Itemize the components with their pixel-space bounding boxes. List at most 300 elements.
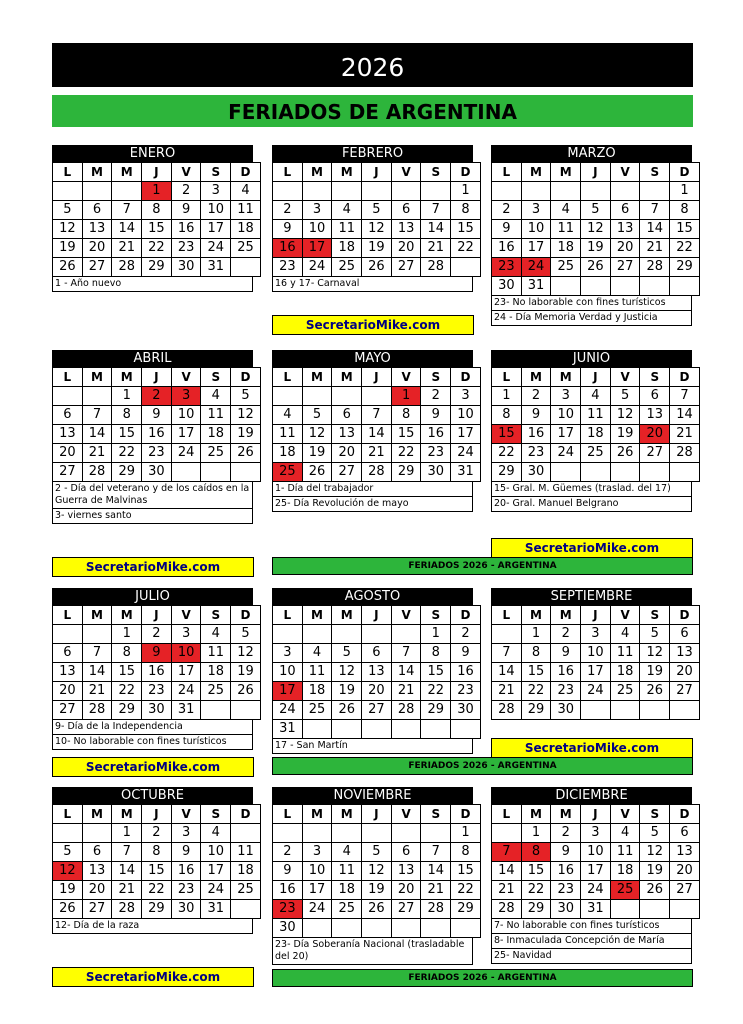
day-cell: 30 bbox=[551, 900, 581, 919]
day-cell: 11 bbox=[610, 644, 640, 663]
day-cell: 26 bbox=[581, 258, 611, 277]
day-cell: 6 bbox=[670, 824, 700, 843]
week-row bbox=[273, 258, 481, 277]
day-cell: 20 bbox=[670, 663, 700, 682]
empty-cell bbox=[551, 182, 581, 201]
day-cell: 30 bbox=[451, 701, 481, 720]
day-cell: 26 bbox=[362, 258, 392, 277]
day-cell: 7 bbox=[82, 406, 112, 425]
weekday-header: S bbox=[640, 163, 670, 182]
empty-cell bbox=[581, 463, 611, 482]
day-cell: 25 bbox=[231, 239, 261, 258]
day-cell: 6 bbox=[53, 644, 83, 663]
day-cell: 30 bbox=[492, 277, 522, 296]
month-grid bbox=[491, 804, 700, 919]
month-junio bbox=[491, 350, 692, 512]
day-cell: 15 bbox=[521, 862, 551, 881]
day-cell: 10 bbox=[302, 862, 332, 881]
week-row bbox=[492, 463, 700, 482]
month-name: MARZO bbox=[491, 145, 692, 162]
month-grid bbox=[491, 367, 700, 482]
day-cell: 18 bbox=[231, 862, 261, 881]
day-cell: 5 bbox=[581, 201, 611, 220]
empty-cell bbox=[521, 182, 551, 201]
empty-cell bbox=[273, 182, 303, 201]
week-row bbox=[492, 881, 700, 900]
day-cell: 3 bbox=[581, 824, 611, 843]
empty-cell bbox=[201, 463, 231, 482]
day-cell: 24 bbox=[273, 701, 303, 720]
day-cell: 2 bbox=[551, 625, 581, 644]
day-cell: 5 bbox=[610, 387, 640, 406]
empty-cell bbox=[421, 824, 451, 843]
weekday-header: L bbox=[53, 163, 83, 182]
day-cell: 30 bbox=[551, 701, 581, 720]
day-cell: 7 bbox=[391, 644, 421, 663]
weekday-header: M bbox=[302, 163, 332, 182]
day-cell: 14 bbox=[82, 425, 112, 444]
watermark-box: SecretarioMike.com bbox=[272, 315, 474, 335]
weekday-header: M bbox=[112, 368, 142, 387]
day-cell: 24 bbox=[581, 682, 611, 701]
week-row bbox=[492, 258, 700, 277]
day-cell: 25 bbox=[332, 900, 362, 919]
day-cell: 19 bbox=[640, 862, 670, 881]
holiday-note: 8- Inmaculada Concepción de María bbox=[492, 934, 691, 949]
week-row bbox=[273, 900, 481, 919]
day-cell: 29 bbox=[451, 900, 481, 919]
weekday-header: L bbox=[53, 606, 83, 625]
empty-cell bbox=[421, 919, 451, 938]
holiday-notes bbox=[272, 277, 473, 292]
day-cell: 2 bbox=[551, 824, 581, 843]
holiday-note: 2 - Día del veterano y de los caídos en la Guerra de Malvinas bbox=[53, 482, 252, 509]
day-cell: 28 bbox=[391, 701, 421, 720]
empty-cell bbox=[231, 900, 261, 919]
empty-cell bbox=[332, 387, 362, 406]
day-cell: 15 bbox=[521, 663, 551, 682]
empty-cell bbox=[112, 182, 142, 201]
day-cell: 19 bbox=[302, 444, 332, 463]
day-cell: 6 bbox=[82, 201, 112, 220]
holiday-day-cell: 8 bbox=[521, 843, 551, 862]
day-cell: 15 bbox=[391, 425, 421, 444]
day-cell: 16 bbox=[142, 663, 172, 682]
day-cell: 21 bbox=[82, 682, 112, 701]
holiday-day-cell: 3 bbox=[171, 387, 201, 406]
day-cell: 12 bbox=[640, 843, 670, 862]
day-cell: 7 bbox=[640, 201, 670, 220]
empty-cell bbox=[273, 824, 303, 843]
day-cell: 23 bbox=[551, 881, 581, 900]
day-cell: 10 bbox=[302, 220, 332, 239]
weekday-header: V bbox=[391, 368, 421, 387]
weekday-header: J bbox=[362, 368, 392, 387]
day-cell: 17 bbox=[521, 239, 551, 258]
weekday-header: S bbox=[421, 368, 451, 387]
day-cell: 17 bbox=[201, 862, 231, 881]
weekday-header: L bbox=[492, 805, 522, 824]
week-row bbox=[492, 862, 700, 881]
week-row bbox=[492, 701, 700, 720]
holiday-note: 23- No laborable con fines turísticos bbox=[492, 296, 691, 311]
day-cell: 13 bbox=[82, 862, 112, 881]
day-cell: 19 bbox=[362, 881, 392, 900]
week-row bbox=[492, 843, 700, 862]
weekday-header: M bbox=[82, 805, 112, 824]
holiday-day-cell: 2 bbox=[142, 387, 172, 406]
day-cell: 21 bbox=[112, 881, 142, 900]
weekday-header: L bbox=[273, 368, 303, 387]
day-cell: 2 bbox=[171, 182, 201, 201]
week-row bbox=[273, 720, 481, 739]
week-row bbox=[273, 701, 481, 720]
empty-cell bbox=[362, 720, 392, 739]
month-grid bbox=[52, 804, 261, 919]
day-cell: 18 bbox=[332, 239, 362, 258]
week-row bbox=[53, 701, 261, 720]
day-cell: 21 bbox=[391, 682, 421, 701]
day-cell: 29 bbox=[492, 463, 522, 482]
month-name: NOVIEMBRE bbox=[272, 787, 473, 804]
weekday-header: M bbox=[82, 368, 112, 387]
day-cell: 8 bbox=[391, 406, 421, 425]
empty-cell bbox=[451, 258, 481, 277]
week-row bbox=[53, 625, 261, 644]
day-cell: 30 bbox=[171, 258, 201, 277]
day-cell: 1 bbox=[521, 625, 551, 644]
day-cell: 9 bbox=[551, 843, 581, 862]
holiday-note: 10- No laborable con fines turísticos bbox=[53, 735, 252, 750]
week-row bbox=[273, 406, 481, 425]
day-cell: 23 bbox=[171, 239, 201, 258]
empty-cell bbox=[231, 824, 261, 843]
watermark-box: SecretarioMike.com bbox=[491, 538, 693, 558]
day-cell: 27 bbox=[670, 682, 700, 701]
weekday-header: M bbox=[521, 163, 551, 182]
day-cell: 27 bbox=[391, 258, 421, 277]
holiday-day-cell: 1 bbox=[391, 387, 421, 406]
empty-cell bbox=[610, 277, 640, 296]
day-cell: 21 bbox=[670, 425, 700, 444]
day-cell: 13 bbox=[53, 663, 83, 682]
day-cell: 15 bbox=[142, 220, 172, 239]
empty-cell bbox=[332, 720, 362, 739]
month-grid bbox=[272, 605, 481, 739]
day-cell: 24 bbox=[171, 682, 201, 701]
weekday-header: M bbox=[302, 368, 332, 387]
day-cell: 4 bbox=[332, 201, 362, 220]
week-row bbox=[53, 663, 261, 682]
day-cell: 29 bbox=[391, 463, 421, 482]
day-cell: 26 bbox=[231, 444, 261, 463]
week-row bbox=[273, 425, 481, 444]
day-cell: 27 bbox=[391, 900, 421, 919]
day-cell: 8 bbox=[451, 843, 481, 862]
day-cell: 11 bbox=[302, 663, 332, 682]
day-cell: 13 bbox=[391, 220, 421, 239]
holiday-notes bbox=[491, 482, 692, 512]
day-cell: 28 bbox=[82, 701, 112, 720]
month-name: ABRIL bbox=[52, 350, 253, 367]
day-cell: 26 bbox=[53, 258, 83, 277]
day-cell: 29 bbox=[112, 463, 142, 482]
day-cell: 27 bbox=[53, 463, 83, 482]
day-cell: 19 bbox=[362, 239, 392, 258]
day-cell: 2 bbox=[451, 625, 481, 644]
empty-cell bbox=[171, 463, 201, 482]
empty-cell bbox=[82, 387, 112, 406]
day-cell: 3 bbox=[273, 644, 303, 663]
day-cell: 25 bbox=[231, 881, 261, 900]
weekday-header: J bbox=[581, 163, 611, 182]
day-cell: 6 bbox=[640, 387, 670, 406]
footer-banner: FERIADOS 2026 - ARGENTINA bbox=[272, 969, 693, 987]
day-cell: 8 bbox=[521, 644, 551, 663]
weekday-header: M bbox=[521, 368, 551, 387]
holiday-note: 9- Día de la Independencia bbox=[53, 720, 252, 735]
empty-cell bbox=[421, 720, 451, 739]
day-cell: 26 bbox=[302, 463, 332, 482]
day-cell: 20 bbox=[82, 239, 112, 258]
month-julio bbox=[52, 588, 253, 750]
day-cell: 12 bbox=[231, 406, 261, 425]
day-cell: 12 bbox=[53, 220, 83, 239]
holiday-day-cell: 25 bbox=[273, 463, 303, 482]
empty-cell bbox=[610, 701, 640, 720]
day-cell: 11 bbox=[231, 201, 261, 220]
week-row bbox=[53, 239, 261, 258]
footer-banner: FERIADOS 2026 - ARGENTINA bbox=[272, 557, 693, 575]
weekday-header: S bbox=[201, 368, 231, 387]
day-cell: 4 bbox=[332, 843, 362, 862]
week-row bbox=[53, 406, 261, 425]
week-row bbox=[273, 239, 481, 258]
weekday-header: D bbox=[670, 163, 700, 182]
holiday-note: 23- Día Soberanía Nacional (trasladable del 20) bbox=[273, 938, 472, 965]
day-cell: 28 bbox=[640, 258, 670, 277]
day-cell: 1 bbox=[421, 625, 451, 644]
weekday-header: D bbox=[231, 163, 261, 182]
empty-cell bbox=[391, 919, 421, 938]
day-cell: 14 bbox=[670, 406, 700, 425]
month-grid bbox=[52, 367, 261, 482]
day-cell: 20 bbox=[610, 239, 640, 258]
day-cell: 1 bbox=[451, 824, 481, 843]
day-cell: 7 bbox=[421, 843, 451, 862]
day-cell: 7 bbox=[492, 644, 522, 663]
day-cell: 2 bbox=[521, 387, 551, 406]
weekday-header: S bbox=[201, 805, 231, 824]
day-cell: 20 bbox=[391, 881, 421, 900]
day-cell: 16 bbox=[451, 663, 481, 682]
day-cell: 14 bbox=[421, 862, 451, 881]
day-cell: 29 bbox=[670, 258, 700, 277]
weekday-header: J bbox=[581, 606, 611, 625]
holiday-note: 24 - Día Memoria Verdad y Justicia bbox=[492, 311, 691, 326]
day-cell: 22 bbox=[142, 881, 172, 900]
holiday-note: 1 - Año nuevo bbox=[53, 277, 252, 292]
day-cell: 8 bbox=[451, 201, 481, 220]
day-cell: 24 bbox=[171, 444, 201, 463]
week-row bbox=[273, 862, 481, 881]
week-row bbox=[492, 387, 700, 406]
day-cell: 6 bbox=[82, 843, 112, 862]
empty-cell bbox=[640, 701, 670, 720]
day-cell: 25 bbox=[332, 258, 362, 277]
empty-cell bbox=[610, 463, 640, 482]
week-row bbox=[273, 824, 481, 843]
week-row bbox=[53, 387, 261, 406]
holiday-day-cell: 23 bbox=[273, 900, 303, 919]
holiday-day-cell: 20 bbox=[640, 425, 670, 444]
day-cell: 17 bbox=[581, 663, 611, 682]
empty-cell bbox=[82, 824, 112, 843]
watermark-box: SecretarioMike.com bbox=[52, 757, 254, 777]
weekday-header: M bbox=[551, 163, 581, 182]
day-cell: 13 bbox=[670, 644, 700, 663]
month-enero bbox=[52, 145, 253, 292]
weekday-header: J bbox=[142, 368, 172, 387]
day-cell: 28 bbox=[112, 258, 142, 277]
day-cell: 13 bbox=[53, 425, 83, 444]
month-marzo bbox=[491, 145, 692, 326]
day-cell: 4 bbox=[201, 625, 231, 644]
day-cell: 9 bbox=[421, 406, 451, 425]
day-cell: 30 bbox=[171, 900, 201, 919]
day-cell: 23 bbox=[273, 258, 303, 277]
week-row bbox=[273, 463, 481, 482]
empty-cell bbox=[492, 182, 522, 201]
day-cell: 14 bbox=[640, 220, 670, 239]
day-cell: 7 bbox=[112, 201, 142, 220]
empty-cell bbox=[581, 182, 611, 201]
empty-cell bbox=[362, 824, 392, 843]
day-cell: 10 bbox=[521, 220, 551, 239]
day-cell: 7 bbox=[362, 406, 392, 425]
day-cell: 26 bbox=[53, 900, 83, 919]
weekday-header: M bbox=[112, 805, 142, 824]
day-cell: 11 bbox=[201, 406, 231, 425]
weekday-header: J bbox=[142, 163, 172, 182]
empty-cell bbox=[231, 701, 261, 720]
day-cell: 15 bbox=[451, 862, 481, 881]
day-cell: 27 bbox=[670, 881, 700, 900]
day-cell: 23 bbox=[551, 682, 581, 701]
empty-cell bbox=[421, 182, 451, 201]
weekday-header: S bbox=[421, 163, 451, 182]
day-cell: 4 bbox=[551, 201, 581, 220]
day-cell: 14 bbox=[421, 220, 451, 239]
day-cell: 31 bbox=[521, 277, 551, 296]
day-cell: 26 bbox=[640, 881, 670, 900]
day-cell: 3 bbox=[451, 387, 481, 406]
weekday-header: L bbox=[492, 606, 522, 625]
day-cell: 17 bbox=[302, 881, 332, 900]
weekday-header: M bbox=[521, 805, 551, 824]
day-cell: 14 bbox=[82, 663, 112, 682]
day-cell: 30 bbox=[142, 701, 172, 720]
empty-cell bbox=[332, 625, 362, 644]
day-cell: 22 bbox=[451, 881, 481, 900]
day-cell: 11 bbox=[231, 843, 261, 862]
page-subtitle: FERIADOS DE ARGENTINA bbox=[52, 95, 693, 127]
day-cell: 20 bbox=[332, 444, 362, 463]
day-cell: 10 bbox=[201, 843, 231, 862]
day-cell: 6 bbox=[391, 201, 421, 220]
day-cell: 28 bbox=[421, 258, 451, 277]
empty-cell bbox=[492, 824, 522, 843]
holiday-note: 25- Día Revolución de mayo bbox=[273, 497, 472, 512]
day-cell: 23 bbox=[142, 682, 172, 701]
day-cell: 17 bbox=[451, 425, 481, 444]
weekday-header: M bbox=[82, 606, 112, 625]
empty-cell bbox=[391, 625, 421, 644]
weekday-header: M bbox=[551, 368, 581, 387]
holiday-day-cell: 24 bbox=[521, 258, 551, 277]
empty-cell bbox=[273, 625, 303, 644]
day-cell: 12 bbox=[362, 220, 392, 239]
empty-cell bbox=[273, 387, 303, 406]
week-row bbox=[53, 900, 261, 919]
day-cell: 25 bbox=[302, 701, 332, 720]
day-cell: 13 bbox=[332, 425, 362, 444]
day-cell: 2 bbox=[492, 201, 522, 220]
day-cell: 2 bbox=[273, 843, 303, 862]
day-cell: 7 bbox=[421, 201, 451, 220]
weekday-header: S bbox=[201, 606, 231, 625]
empty-cell bbox=[551, 463, 581, 482]
week-row bbox=[492, 824, 700, 843]
week-row bbox=[273, 444, 481, 463]
year-title: 2026 bbox=[52, 43, 693, 87]
week-row bbox=[492, 277, 700, 296]
weekday-header: J bbox=[362, 805, 392, 824]
day-cell: 30 bbox=[421, 463, 451, 482]
week-row bbox=[273, 663, 481, 682]
day-cell: 5 bbox=[362, 201, 392, 220]
empty-cell bbox=[451, 919, 481, 938]
empty-cell bbox=[551, 277, 581, 296]
month-agosto bbox=[272, 588, 473, 754]
day-cell: 27 bbox=[332, 463, 362, 482]
day-cell: 21 bbox=[640, 239, 670, 258]
weekday-header: V bbox=[391, 163, 421, 182]
day-cell: 12 bbox=[302, 425, 332, 444]
day-cell: 27 bbox=[610, 258, 640, 277]
month-name: MAYO bbox=[272, 350, 473, 367]
weekday-header: M bbox=[551, 805, 581, 824]
day-cell: 24 bbox=[201, 239, 231, 258]
holiday-note: 12- Día de la raza bbox=[53, 919, 252, 934]
holiday-day-cell: 15 bbox=[492, 425, 522, 444]
day-cell: 1 bbox=[492, 387, 522, 406]
day-cell: 11 bbox=[201, 644, 231, 663]
day-cell: 29 bbox=[521, 900, 551, 919]
day-cell: 10 bbox=[451, 406, 481, 425]
day-cell: 2 bbox=[273, 201, 303, 220]
day-cell: 19 bbox=[332, 682, 362, 701]
month-octubre bbox=[52, 787, 253, 934]
week-row bbox=[53, 824, 261, 843]
weekday-header: M bbox=[332, 163, 362, 182]
day-cell: 20 bbox=[362, 682, 392, 701]
empty-cell bbox=[201, 701, 231, 720]
day-cell: 15 bbox=[451, 220, 481, 239]
day-cell: 4 bbox=[201, 387, 231, 406]
day-cell: 6 bbox=[610, 201, 640, 220]
day-cell: 16 bbox=[171, 220, 201, 239]
